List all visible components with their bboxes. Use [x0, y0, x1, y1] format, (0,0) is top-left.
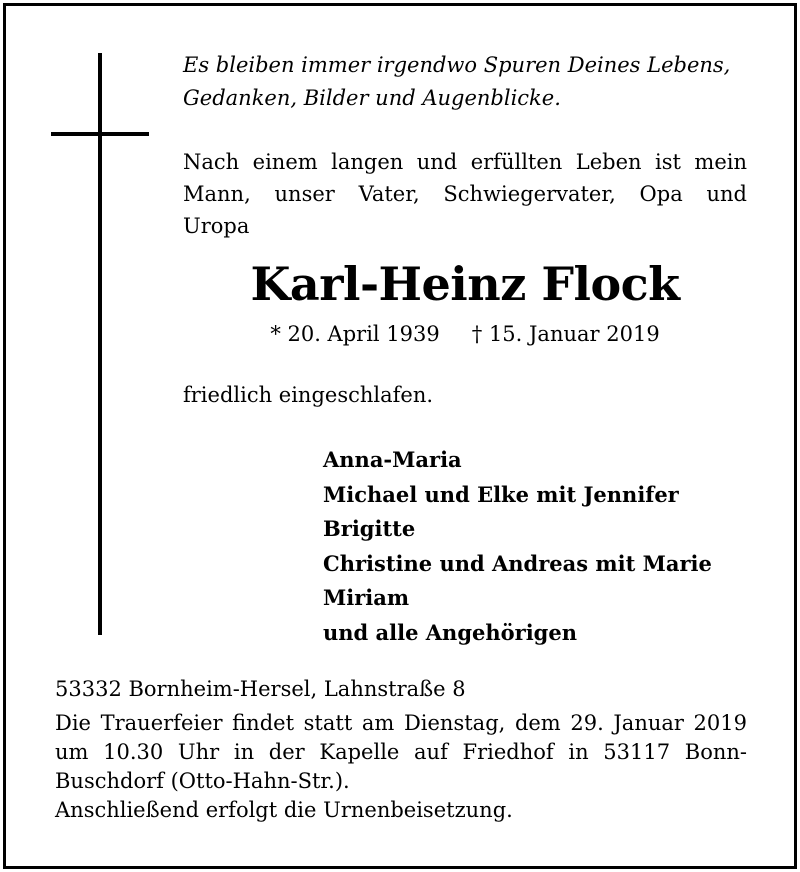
mourner-entry: Miriam [323, 585, 410, 610]
funeral-line-1: Die Trauerfeier findet statt am Dienstag, dem 29. Januar 2019 [55, 711, 747, 735]
mourners-list [323, 443, 712, 650]
mourner-entry: und alle Angehörigen [323, 619, 577, 645]
death-date: † 15. Januar 2019 [471, 322, 660, 346]
deceased-name: Karl-Heinz Flock [250, 257, 680, 311]
motto-line-1: Es bleiben immer irgendwo Spuren Deines Lebens, [183, 53, 731, 77]
funeral-line-4: Anschließend erfolgt die Urnenbeisetzung. [55, 798, 513, 822]
life-dates [183, 317, 747, 351]
intro-line-2: Mann, unser Vater, Schwiegervater, Opa und [183, 182, 747, 206]
family-address: 53332 Bornheim-Hersel, Lahnstraße 8 [55, 677, 466, 701]
birth-date: * 20. April 1939 [270, 322, 440, 346]
intro-line-1: Nach einem langen und erfüllten Leben ist mein [183, 150, 747, 174]
intro-line-3: Uropa [183, 214, 250, 238]
mourner-entry: Michael und Elke mit Jennifer [323, 481, 679, 507]
intro-text [183, 146, 747, 242]
motto-line-2: Gedanken, Bilder und Augenblicke. [183, 86, 561, 110]
cross-icon-bar [51, 132, 149, 136]
mourner-entry: Brigitte [323, 516, 416, 541]
passed-text: friedlich eingeschlafen. [183, 383, 434, 407]
funeral-line-2: um 10.30 Uhr in der Kapelle auf Friedhof in 53117 Bonn- [55, 740, 747, 764]
funeral-details [55, 709, 747, 825]
mourner-entry: Anna-Maria [323, 447, 462, 472]
motto-quote [183, 49, 753, 115]
cross-icon [98, 53, 102, 635]
mourner-entry: Christine und Andreas mit Marie [323, 550, 712, 576]
funeral-line-3: Buschdorf (Otto-Hahn-Str.). [55, 769, 350, 793]
